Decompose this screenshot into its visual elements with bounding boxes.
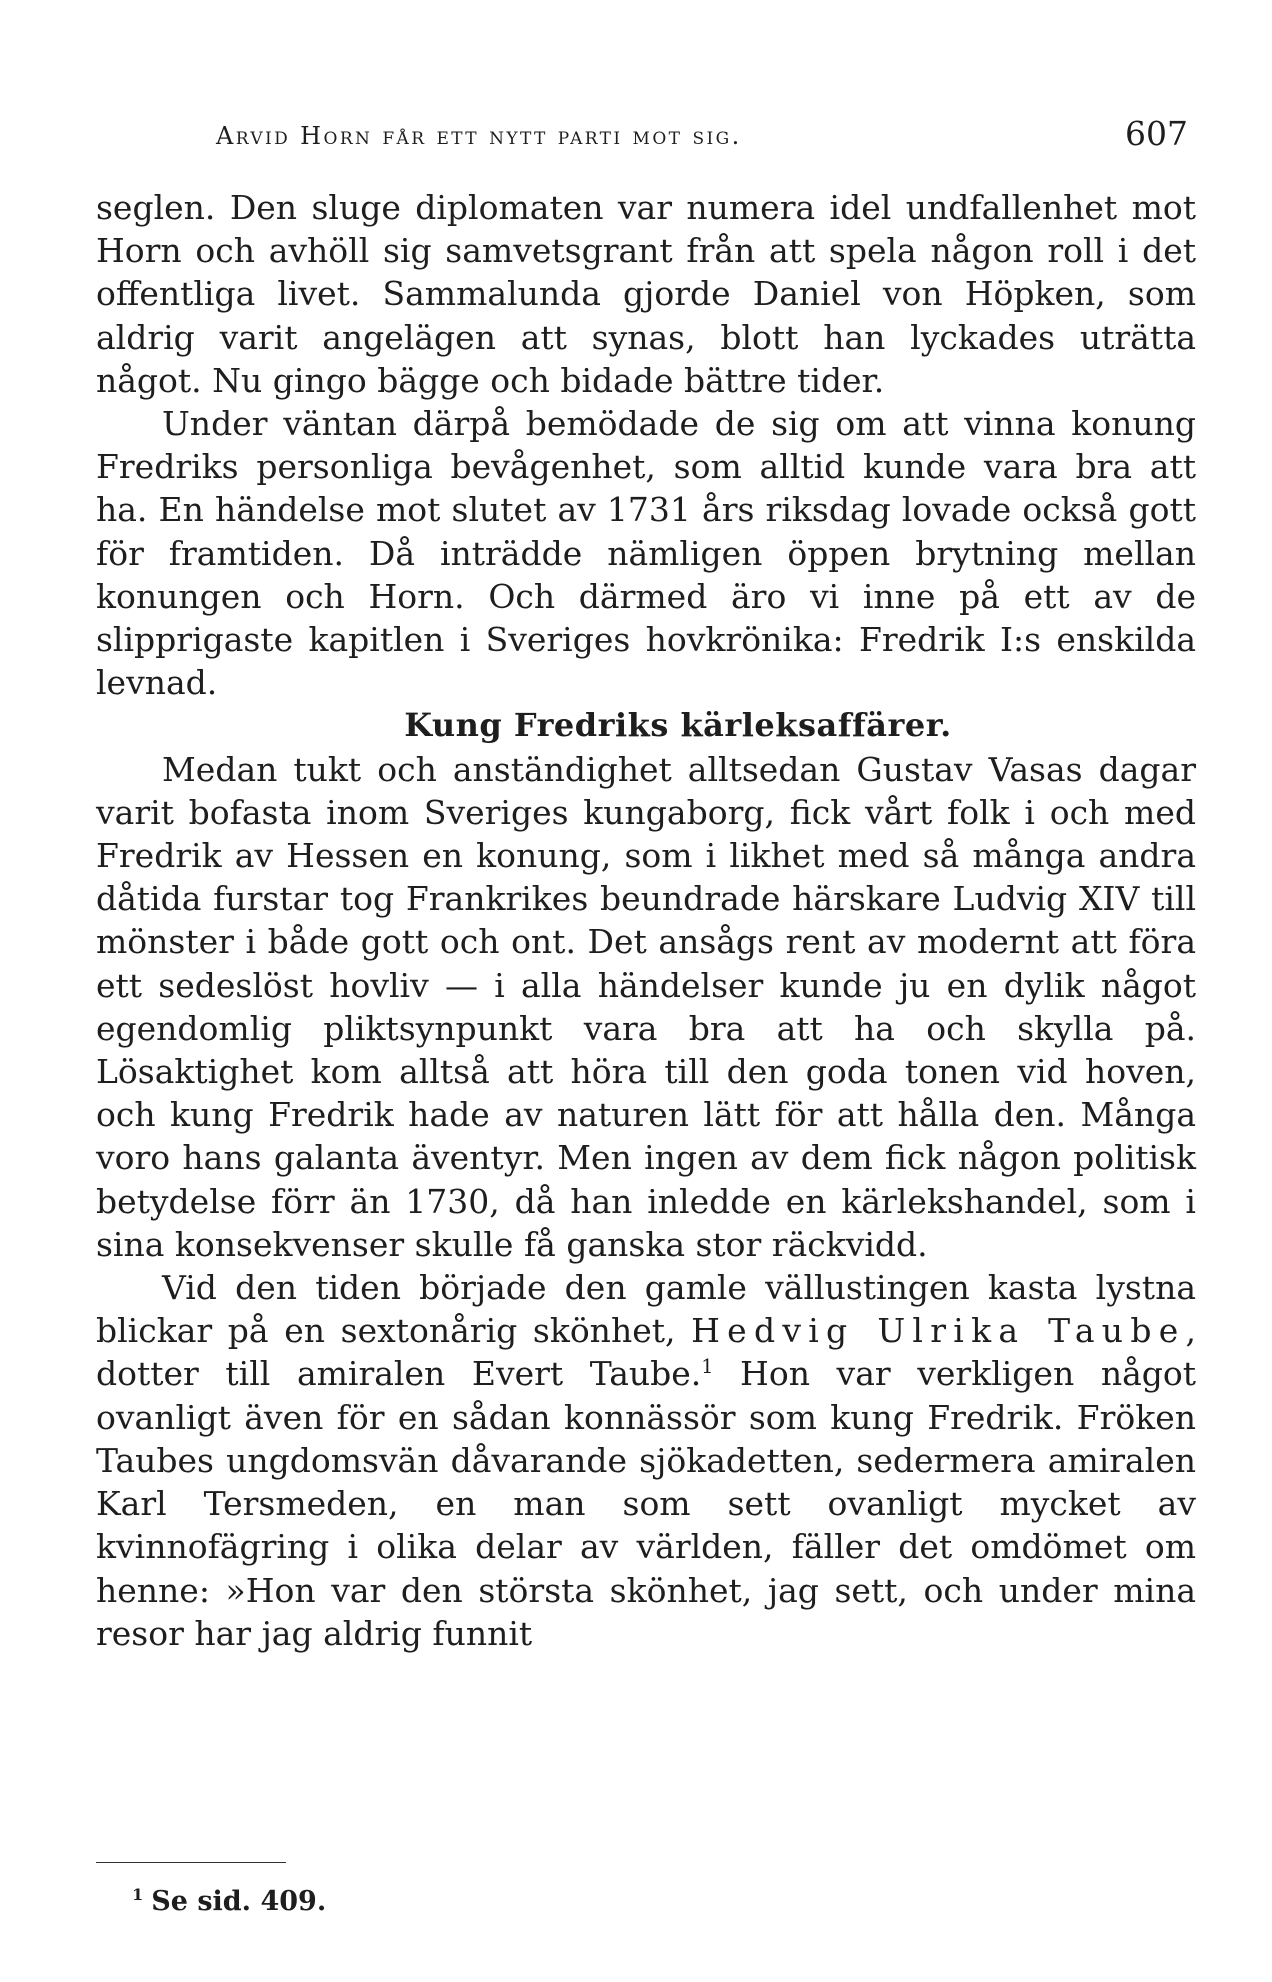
footnote-rule — [96, 1862, 286, 1863]
paragraph-4-text-b: , dotter till amiralen Evert Taube. — [96, 1311, 1196, 1394]
section-heading: Kung Fredriks kärleksaffärer. — [404, 706, 952, 745]
running-head — [96, 114, 1196, 158]
body-text — [96, 186, 1196, 1655]
footnote-text: Se sid. 409. — [151, 1886, 327, 1917]
paragraph-2: Under väntan därpå bemödade de sig om att vinna konung Fredriks personliga bevågenhet, som alltid kunde vara bra att ha. En händelse mot slutet av 1731 års riksdag lovade också gott för framtiden. Då inträdde nämligen öppen brytning mellan konungen och Horn. Och därmed äro vi inne på ett av de slipprigaste kapitlen i Sveriges hovkrönika: Fredrik I:s enskilda levnad. — [96, 404, 1196, 703]
footnote-reference: 1 — [701, 1355, 714, 1379]
paragraph-1: seglen. Den sluge diplomaten var numera idel undfallenhet mot Horn och avhöll sig samvetsgrant från att spela någon roll i det offentliga livet. Sammalunda gjorde Daniel von Höpken, som aldrig varit angelägen att synas, blott han lyckades uträtta något. Nu gingo bägge och bidade bättre tider. — [96, 188, 1196, 400]
book-page — [96, 0, 1196, 1982]
footnote — [132, 1886, 326, 1917]
running-title: Arvid Horn får ett nytt parti mot sig. — [216, 122, 742, 150]
paragraph-4 — [96, 1266, 1196, 1655]
footnote-marker: 1 — [132, 1885, 144, 1904]
paragraph-4-text-a: Vid den tiden började den gamle vällustingen kasta lystna blickar på en sextonårig skönhet, — [96, 1268, 1196, 1351]
page-number: 607 — [1125, 114, 1188, 153]
spaced-name: Hedvig Ulrika Taube — [691, 1311, 1186, 1351]
paragraph-3: Medan tukt och anständighet alltsedan Gustav Vasas dagar varit bofasta inom Sveriges kungaborg, fick vårt folk i och med Fredrik av Hessen en konung, som i likhet med så många andra dåtida furstar tog Frankrikes beundrade härskare Ludvig XIV till mönster i både gott och ont. Det ansågs rent av modernt att föra ett sedeslöst hovliv — i alla händelser kunde ju en dylik något egendomlig pliktsynpunkt vara bra att ha och skylla på. Lösaktighet kom alltså att höra till den goda tonen vid hoven, och kung Fredrik hade av naturen lätt för att hålla den. Många voro hans galanta äventyr. Men ingen av dem fick någon politisk betydelse förr än 1730, då han inledde en kärlekshandel, som i sina konsekvenser skulle få ganska stor räckvidd. — [96, 749, 1196, 1264]
paragraph-4-text-c: Hon var verkligen något ovanligt även för en sådan konnässör som kung Fredrik. Fröken Taubes ungdomsvän dåvarande sjökadetten, sedermera amiralen Karl Tersmeden, en man som sett ovanligt mycket av kvinnofägring i olika delar av världen, fäller det omdömet om henne: »Hon var den största skönhet, jag sett, och under mina resor har jag aldrig funnit — [96, 1354, 1196, 1653]
